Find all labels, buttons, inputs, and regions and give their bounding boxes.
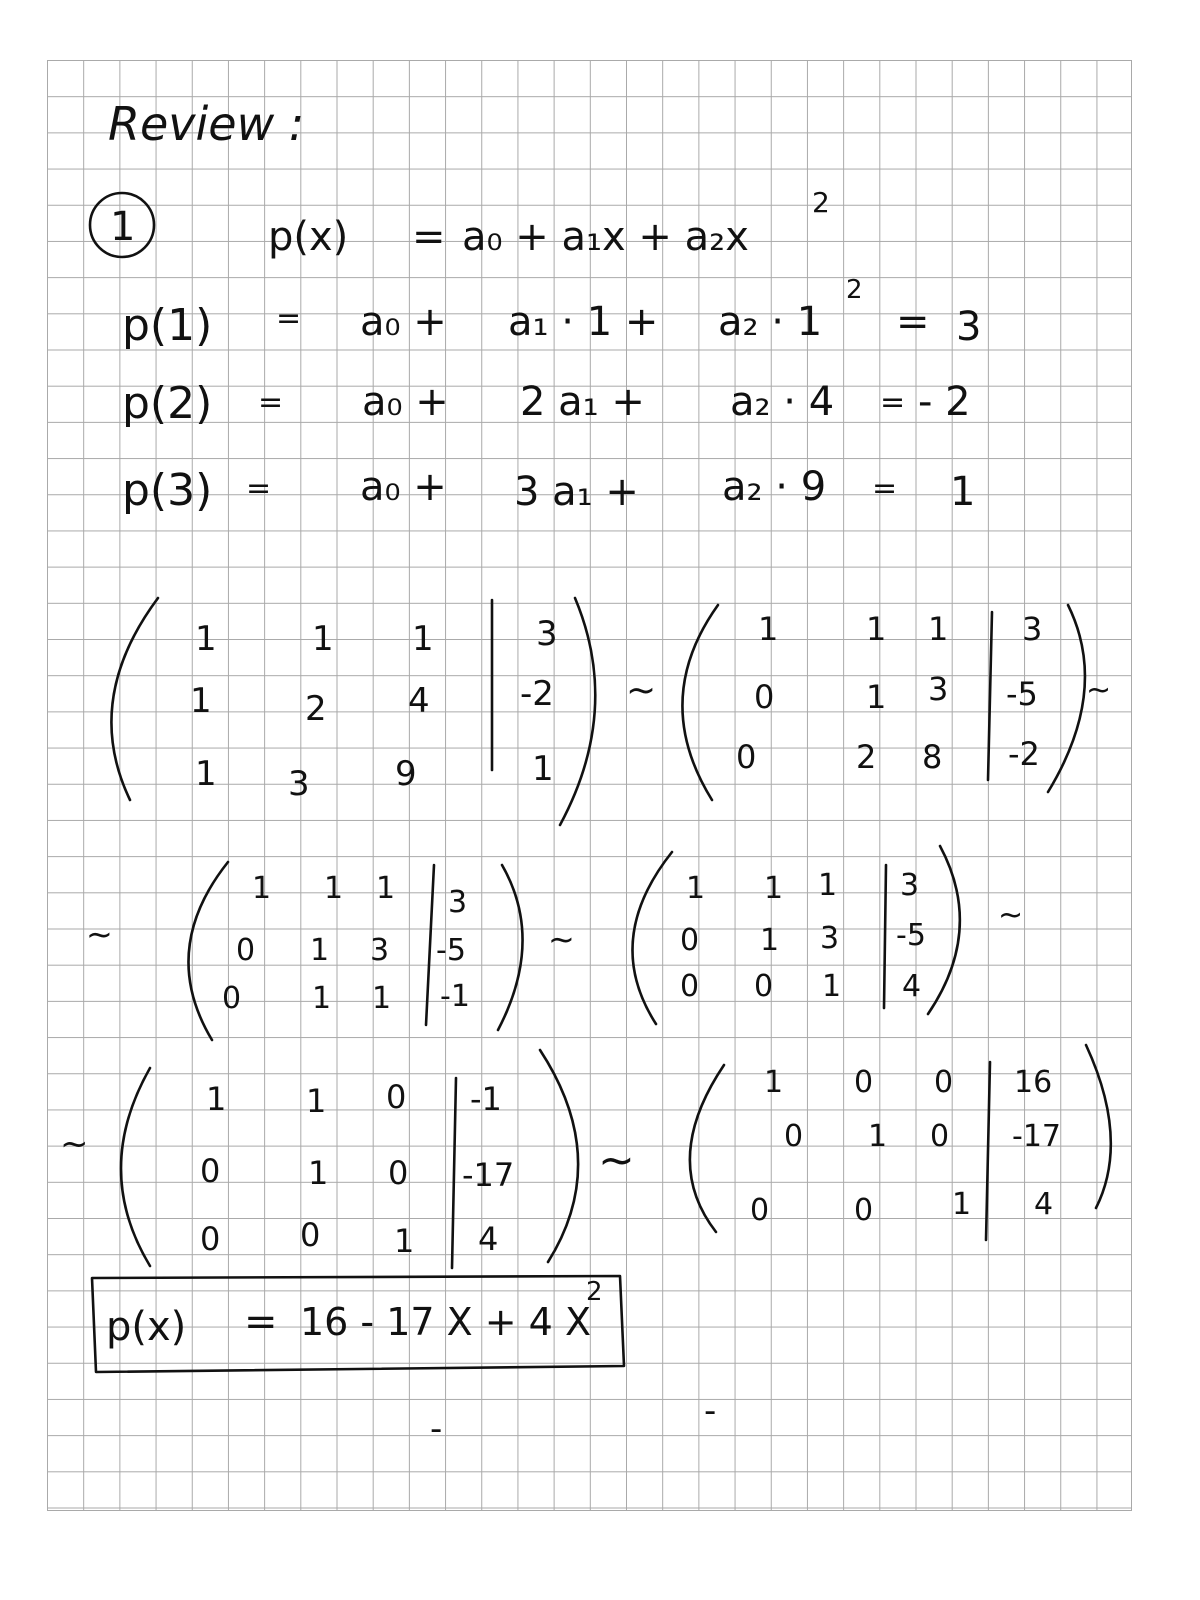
matrix-cell: 3 bbox=[448, 885, 468, 920]
result-equals: = bbox=[244, 1299, 278, 1345]
matrix-cell: -1 bbox=[470, 1080, 502, 1118]
augment-bar bbox=[988, 612, 992, 780]
augment-bar bbox=[884, 865, 886, 1008]
matrix-cell: 1 bbox=[822, 969, 842, 1004]
matrix-right-paren bbox=[1048, 605, 1085, 792]
row-value: 3 bbox=[956, 304, 982, 350]
matrix-cell: 0 bbox=[200, 1152, 221, 1190]
matrix-cell: 3 bbox=[820, 921, 840, 956]
matrix-cell: 1 bbox=[206, 1080, 227, 1118]
matrix-cell: 0 bbox=[386, 1078, 407, 1116]
matrix-cell: -1 bbox=[440, 979, 470, 1014]
matrix-cell: 4 bbox=[478, 1220, 499, 1258]
definition-equals: = bbox=[412, 214, 446, 260]
matrix-cell: 1 bbox=[866, 610, 887, 648]
row-lhs: p(3) bbox=[122, 465, 213, 516]
augmented-matrix-2 bbox=[682, 605, 1085, 800]
matrix-cell: 1 bbox=[306, 1082, 327, 1120]
matrix-cell: -5 bbox=[1006, 675, 1038, 713]
row-equivalence-tilde: ~ bbox=[598, 1135, 635, 1186]
row-equals: = bbox=[246, 471, 272, 506]
equation-row bbox=[122, 464, 975, 516]
matrix-cell: 0 bbox=[934, 1065, 954, 1100]
matrix-cell: 0 bbox=[854, 1065, 874, 1100]
heading: Review : bbox=[108, 97, 305, 151]
row-equals: = bbox=[258, 385, 284, 420]
matrix-cell: 0 bbox=[750, 1193, 770, 1228]
row-term-a0: a₀ + bbox=[360, 299, 447, 345]
matrix-cell: 1 bbox=[308, 1154, 329, 1192]
matrix-right-paren bbox=[928, 846, 960, 1014]
matrix-cell: 1 bbox=[195, 619, 217, 659]
matrix-right-paren bbox=[560, 598, 595, 825]
matrix-cell: 1 bbox=[252, 871, 272, 906]
result-rhs: 16 - 17 X + 4 X bbox=[300, 1300, 591, 1344]
matrix-cell: 3 bbox=[536, 614, 558, 654]
matrix-cell: 1 bbox=[760, 923, 780, 958]
matrix-cell: -17 bbox=[462, 1156, 515, 1194]
matrix-cell: 0 bbox=[236, 933, 256, 968]
row-term-a2: a₂ · 1 bbox=[718, 299, 823, 345]
matrix-cell: 0 bbox=[680, 923, 700, 958]
row-lhs: p(1) bbox=[122, 300, 213, 351]
matrix-right-paren bbox=[498, 865, 523, 1030]
matrix-cell: 1 bbox=[372, 981, 392, 1016]
matrix-cell: 1 bbox=[190, 681, 212, 721]
matrix-cell: 1 bbox=[764, 1065, 784, 1100]
row-equals-2: = bbox=[872, 471, 898, 506]
matrix-cell: 0 bbox=[784, 1119, 804, 1154]
matrix-cell: 4 bbox=[408, 681, 430, 721]
matrix-cell: 9 bbox=[395, 754, 417, 794]
matrix-cell: 0 bbox=[854, 1193, 874, 1228]
augmented-matrix-1 bbox=[111, 598, 595, 825]
matrix-cell: 0 bbox=[388, 1154, 409, 1192]
row-term-a2: a₂ · 4 bbox=[730, 379, 835, 425]
stray-mark: - bbox=[430, 1409, 443, 1449]
matrix-cell: 0 bbox=[754, 678, 775, 716]
matrix-cell: 1 bbox=[312, 619, 334, 659]
definition-lhs: p(x) bbox=[268, 214, 349, 260]
matrix-cell: 3 bbox=[370, 933, 390, 968]
row-equivalence-tilde: ~ bbox=[60, 1124, 89, 1164]
matrix-right-paren bbox=[1086, 1045, 1111, 1208]
matrix-right-paren bbox=[540, 1050, 578, 1262]
matrix-cell: 1 bbox=[312, 981, 332, 1016]
matrix-cell: 0 bbox=[736, 738, 757, 776]
matrix-cell: -5 bbox=[896, 918, 926, 953]
equation-row bbox=[122, 275, 981, 351]
augmented-matrix-4 bbox=[632, 846, 959, 1024]
matrix-cell: 3 bbox=[1022, 610, 1043, 648]
augmented-matrix-5 bbox=[121, 1050, 578, 1268]
matrix-cell: 4 bbox=[1034, 1187, 1054, 1222]
matrix-cell: 0 bbox=[222, 981, 242, 1016]
matrix-cell: 1 bbox=[686, 871, 706, 906]
matrix-left-paren bbox=[121, 1068, 150, 1266]
stray-mark: - bbox=[704, 1391, 717, 1431]
problem-number: 1 bbox=[110, 204, 136, 250]
matrix-cell: 0 bbox=[200, 1220, 221, 1258]
row-equals-2: = bbox=[896, 299, 930, 345]
row-term-a1: a₁ · 1 + bbox=[508, 299, 659, 345]
result-exponent: 2 bbox=[586, 1277, 603, 1307]
augmented-matrix-3 bbox=[188, 862, 522, 1040]
matrix-cell: 1 bbox=[310, 933, 330, 968]
row-term-a1: 2 a₁ + bbox=[520, 379, 645, 425]
augment-bar bbox=[426, 865, 434, 1025]
matrix-cell: -17 bbox=[1012, 1119, 1061, 1154]
matrix-cell: 1 bbox=[376, 871, 396, 906]
row-value: - 2 bbox=[918, 379, 971, 425]
equation-row bbox=[122, 378, 971, 429]
row-value: 1 bbox=[950, 469, 976, 515]
augment-bar bbox=[986, 1062, 990, 1240]
matrix-cell: 3 bbox=[288, 764, 310, 804]
matrix-cell: 0 bbox=[930, 1119, 950, 1154]
matrix-cell: 1 bbox=[952, 1187, 972, 1222]
matrix-cell: 1 bbox=[532, 749, 554, 789]
augmented-matrix-6 bbox=[690, 1045, 1111, 1240]
matrix-cell: 16 bbox=[1014, 1065, 1053, 1100]
definition-rhs: a₀ + a₁x + a₂x bbox=[462, 214, 749, 260]
row-equivalence-tilde: ~ bbox=[998, 898, 1024, 933]
polynomial-definition bbox=[268, 186, 830, 260]
row-equivalence-tilde: ~ bbox=[86, 915, 113, 953]
row-equals: = bbox=[276, 301, 302, 336]
matrix-cell: 1 bbox=[868, 1119, 888, 1154]
matrix-left-paren bbox=[690, 1065, 724, 1232]
matrix-cell: 3 bbox=[900, 868, 920, 903]
matrix-cell: 1 bbox=[758, 610, 779, 648]
row-lhs: p(2) bbox=[122, 378, 213, 429]
matrix-cell: 0 bbox=[300, 1216, 321, 1254]
matrix-left-paren bbox=[632, 852, 672, 1024]
matrix-cell: 3 bbox=[928, 670, 949, 708]
row-equivalence-tilde: ~ bbox=[548, 920, 575, 958]
row-term-a1: 3 a₁ + bbox=[514, 469, 639, 515]
row-equivalence-tilde: ~ bbox=[626, 670, 657, 711]
row-term-a0: a₀ + bbox=[360, 464, 447, 510]
matrix-cell: -5 bbox=[436, 933, 466, 968]
row-equals-2: = bbox=[880, 385, 906, 420]
matrix-cell: 1 bbox=[928, 610, 949, 648]
result-lhs: p(x) bbox=[106, 1304, 187, 1350]
row-equivalence-tilde: ~ bbox=[1086, 673, 1112, 708]
matrix-cell: -2 bbox=[1008, 735, 1040, 773]
matrix-left-paren bbox=[111, 598, 158, 800]
matrix-cell: -2 bbox=[520, 674, 554, 714]
matrix-cell: 1 bbox=[324, 871, 344, 906]
matrix-cell: 1 bbox=[764, 871, 784, 906]
matrix-left-paren bbox=[682, 605, 718, 800]
row-exponent: 2 bbox=[846, 275, 863, 305]
matrix-cell: 2 bbox=[305, 689, 327, 729]
row-term-a0: a₀ + bbox=[362, 379, 449, 425]
matrix-cell: 1 bbox=[866, 678, 887, 716]
matrix-cell: 0 bbox=[680, 969, 700, 1004]
definition-exponent: 2 bbox=[812, 186, 830, 219]
matrix-cell: 1 bbox=[818, 868, 838, 903]
matrix-cell: 1 bbox=[195, 754, 217, 794]
augment-bar bbox=[452, 1078, 456, 1268]
matrix-cell: 4 bbox=[902, 969, 922, 1004]
final-result bbox=[92, 1276, 624, 1372]
row-term-a2: a₂ · 9 bbox=[722, 464, 827, 510]
matrix-cell: 8 bbox=[922, 738, 943, 776]
matrix-cell: 0 bbox=[754, 969, 774, 1004]
matrix-cell: 2 bbox=[856, 738, 877, 776]
matrix-cell: 1 bbox=[412, 619, 434, 659]
matrix-cell: 1 bbox=[394, 1222, 415, 1260]
